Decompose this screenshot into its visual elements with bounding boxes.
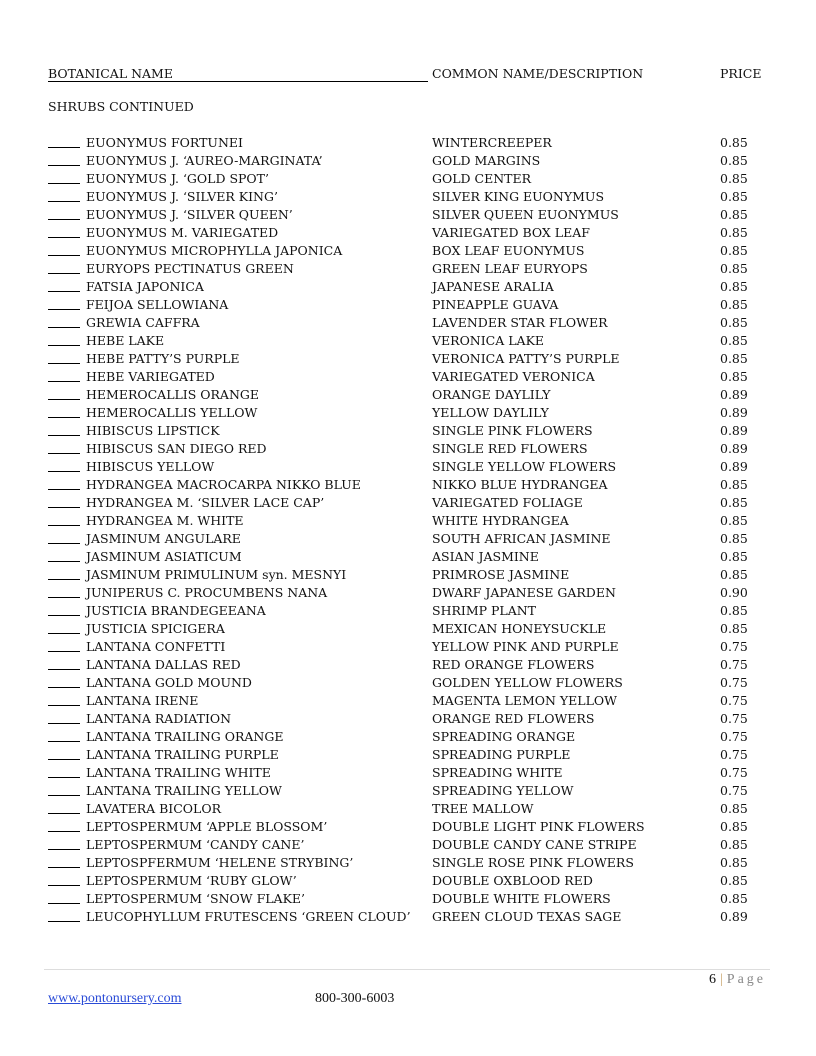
order-blank[interactable] (48, 296, 80, 310)
list-item (48, 188, 762, 206)
price-value: 0.85 (720, 513, 748, 528)
botanical-name: LEPTOSPERMUM ‘RUBY GLOW’ (86, 873, 297, 888)
order-blank[interactable] (48, 440, 80, 454)
price-value: 0.89 (720, 405, 748, 420)
botanical-name: EUONYMUS FORTUNEI (86, 135, 243, 150)
list-item (48, 152, 762, 170)
price-value: 0.89 (720, 459, 748, 474)
botanical-name: HEBE VARIEGATED (86, 369, 215, 384)
page-separator: | (719, 972, 723, 987)
common-name: SILVER QUEEN EUONYMUS (432, 207, 619, 222)
list-item (48, 818, 762, 836)
list-item (48, 548, 762, 566)
botanical-name: HIBISCUS LIPSTICK (86, 423, 220, 438)
order-blank[interactable] (48, 206, 80, 220)
price-value: 0.89 (720, 909, 748, 924)
botanical-name: LANTANA IRENE (86, 693, 199, 708)
botanical-name: LEPTOSPERMUM ‘CANDY CANE’ (86, 837, 305, 852)
common-name: GOLD MARGINS (432, 153, 541, 168)
common-name: GOLDEN YELLOW FLOWERS (432, 675, 623, 690)
order-blank[interactable] (48, 548, 80, 562)
page-word: Page (726, 972, 766, 987)
common-name: ASIAN JASMINE (432, 549, 539, 564)
price-value: 0.85 (720, 369, 748, 384)
common-name: SPREADING PURPLE (432, 747, 571, 762)
common-name: YELLOW PINK AND PURPLE (432, 639, 619, 654)
order-blank[interactable] (48, 332, 80, 346)
common-name: SINGLE PINK FLOWERS (432, 423, 593, 438)
price-value: 0.85 (720, 261, 748, 276)
list-item (48, 746, 762, 764)
order-blank[interactable] (48, 224, 80, 238)
botanical-name: LANTANA DALLAS RED (86, 657, 241, 672)
botanical-name: HEBE LAKE (86, 333, 165, 348)
list-item (48, 674, 762, 692)
common-name: WHITE HYDRANGEA (432, 513, 569, 528)
common-name: SHRIMP PLANT (432, 603, 537, 618)
price-value: 0.89 (720, 387, 748, 402)
common-name: BOX LEAF EUONYMUS (432, 243, 585, 258)
order-blank[interactable] (48, 152, 80, 166)
list-item (48, 692, 762, 710)
list-item (48, 710, 762, 728)
price-value: 0.85 (720, 315, 748, 330)
list-item (48, 386, 762, 404)
botanical-name: LEPTOSPFERMUM ‘HELENE STRYBING’ (86, 855, 354, 870)
price-value: 0.90 (720, 585, 748, 600)
website-link[interactable]: www.pontonursery.com (48, 991, 182, 1006)
price-value: 0.75 (720, 693, 748, 708)
common-name: SILVER KING EUONYMUS (432, 189, 605, 204)
list-item (48, 458, 762, 476)
common-name: SPREADING ORANGE (432, 729, 576, 744)
common-name: VARIEGATED BOX LEAF (432, 225, 590, 240)
price-value: 0.85 (720, 171, 748, 186)
price-value: 0.85 (720, 333, 748, 348)
common-name: ORANGE DAYLILY (432, 387, 551, 402)
price-value: 0.75 (720, 657, 748, 672)
price-value: 0.75 (720, 783, 748, 798)
header-botanical-name: BOTANICAL NAME (48, 66, 173, 81)
botanical-name: LANTANA TRAILING ORANGE (86, 729, 284, 744)
botanical-name: HIBISCUS SAN DIEGO RED (86, 441, 267, 456)
order-blank[interactable] (48, 494, 80, 508)
list-item (48, 422, 762, 440)
common-name: NIKKO BLUE HYDRANGEA (432, 477, 608, 492)
list-item (48, 368, 762, 386)
phone-number: 800-300-6003 (315, 991, 395, 1006)
price-value: 0.85 (720, 243, 748, 258)
order-blank[interactable] (48, 170, 80, 184)
price-value: 0.85 (720, 297, 748, 312)
order-blank[interactable] (48, 350, 80, 364)
order-blank[interactable] (48, 566, 80, 580)
order-blank[interactable] (48, 404, 80, 418)
list-item (48, 890, 762, 908)
price-value: 0.75 (720, 675, 748, 690)
list-item (48, 638, 762, 656)
list-item (48, 836, 762, 854)
list-item (48, 260, 762, 278)
botanical-name: HYDRANGEA M. ‘SILVER LACE CAP’ (86, 495, 325, 510)
order-blank[interactable] (48, 620, 80, 634)
common-name: DOUBLE OXBLOOD RED (432, 873, 593, 888)
price-value: 0.89 (720, 423, 748, 438)
list-item (48, 332, 762, 350)
order-blank[interactable] (48, 836, 80, 850)
order-blank[interactable] (48, 674, 80, 688)
list-item (48, 206, 762, 224)
price-value: 0.85 (720, 567, 748, 582)
order-blank[interactable] (48, 818, 80, 832)
order-blank[interactable] (48, 458, 80, 472)
order-blank[interactable] (48, 422, 80, 436)
common-name: YELLOW DAYLILY (432, 405, 549, 420)
list-item (48, 296, 762, 314)
common-name: PRIMROSE JASMINE (432, 567, 570, 582)
header-common-name: COMMON NAME/DESCRIPTION (432, 66, 644, 81)
price-value: 0.75 (720, 639, 748, 654)
botanical-name: HYDRANGEA M. WHITE (86, 513, 244, 528)
list-item (48, 782, 762, 800)
price-value: 0.85 (720, 531, 748, 546)
price-value: 0.85 (720, 189, 748, 204)
common-name: DWARF JAPANESE GARDEN (432, 585, 616, 600)
order-blank[interactable] (48, 764, 80, 778)
order-blank[interactable] (48, 386, 80, 400)
order-blank[interactable] (48, 512, 80, 526)
price-value: 0.85 (720, 801, 748, 816)
column-header (48, 66, 762, 82)
price-value: 0.75 (720, 747, 748, 762)
common-name: SINGLE YELLOW FLOWERS (432, 459, 617, 474)
botanical-name: JASMINUM ANGULARE (86, 531, 241, 546)
price-value: 0.75 (720, 729, 748, 744)
botanical-name: HEMEROCALLIS ORANGE (86, 387, 260, 402)
common-name: MAGENTA LEMON YELLOW (432, 693, 617, 708)
common-name: VARIEGATED VERONICA (432, 369, 595, 384)
order-blank[interactable] (48, 710, 80, 724)
price-value: 0.85 (720, 225, 748, 240)
botanical-name: LEPTOSPERMUM ‘SNOW FLAKE’ (86, 891, 306, 906)
botanical-name: LEUCOPHYLLUM FRUTESCENS ‘GREEN CLOUD’ (86, 909, 411, 924)
price-value: 0.85 (720, 621, 748, 636)
botanical-name: FEIJOA SELLOWIANA (86, 297, 229, 312)
list-item (48, 314, 762, 332)
common-name: VERONICA PATTY’S PURPLE (432, 351, 620, 366)
order-blank[interactable] (48, 656, 80, 670)
botanical-name: EUONYMUS J. ‘SILVER KING’ (86, 189, 278, 204)
common-name: ORANGE RED FLOWERS (432, 711, 595, 726)
list-item (48, 530, 762, 548)
price-value: 0.85 (720, 855, 748, 870)
order-blank[interactable] (48, 638, 80, 652)
order-blank[interactable] (48, 602, 80, 616)
price-value: 0.85 (720, 873, 748, 888)
common-name: VARIEGATED FOLIAGE (432, 495, 583, 510)
list-item (48, 170, 762, 188)
common-name: PINEAPPLE GUAVA (432, 297, 559, 312)
botanical-name: LANTANA TRAILING WHITE (86, 765, 271, 780)
list-item (48, 440, 762, 458)
list-item (48, 566, 762, 584)
common-name: MEXICAN HONEYSUCKLE (432, 621, 607, 636)
list-item (48, 350, 762, 368)
order-blank[interactable] (48, 314, 80, 328)
botanical-name: HYDRANGEA MACROCARPA NIKKO BLUE (86, 477, 361, 492)
botanical-name: EUONYMUS J. ‘SILVER QUEEN’ (86, 207, 293, 222)
botanical-name: LANTANA RADIATION (86, 711, 232, 726)
botanical-name: GREWIA CAFFRA (86, 315, 200, 330)
order-blank[interactable] (48, 800, 80, 814)
page-number-value: 6 (708, 972, 716, 987)
list-item (48, 242, 762, 260)
page-number (709, 972, 766, 988)
botanical-name: JUSTICIA SPICIGERA (86, 621, 225, 636)
botanical-name: LANTANA TRAILING YELLOW (86, 783, 282, 798)
price-value: 0.89 (720, 441, 748, 456)
common-name: DOUBLE WHITE FLOWERS (432, 891, 611, 906)
botanical-name: JUSTICIA BRANDEGEEANA (86, 603, 266, 618)
order-blank[interactable] (48, 890, 80, 904)
list-item (48, 800, 762, 818)
price-value: 0.85 (720, 549, 748, 564)
list-item (48, 656, 762, 674)
order-blank[interactable] (48, 692, 80, 706)
list-item (48, 854, 762, 872)
botanical-name: LANTANA CONFETTI (86, 639, 226, 654)
footer-divider (44, 969, 770, 970)
price-value: 0.85 (720, 891, 748, 906)
list-item (48, 476, 762, 494)
common-name: SPREADING YELLOW (432, 783, 574, 798)
botanical-name: EUONYMUS J. ‘GOLD SPOT’ (86, 171, 269, 186)
common-name: TREE MALLOW (432, 801, 534, 816)
common-name: WINTERCREEPER (432, 135, 552, 150)
header-price: PRICE (720, 66, 762, 81)
list-item (48, 224, 762, 242)
common-name: VERONICA LAKE (432, 333, 545, 348)
common-name: SINGLE ROSE PINK FLOWERS (432, 855, 634, 870)
order-blank[interactable] (48, 584, 80, 598)
list-item (48, 512, 762, 530)
botanical-name: LAVATERA BICOLOR (86, 801, 221, 816)
common-name: SOUTH AFRICAN JASMINE (432, 531, 611, 546)
order-blank[interactable] (48, 368, 80, 382)
botanical-name: LANTANA TRAILING PURPLE (86, 747, 279, 762)
common-name: LAVENDER STAR FLOWER (432, 315, 608, 330)
price-value: 0.85 (720, 837, 748, 852)
botanical-name: JASMINUM ASIATICUM (86, 549, 242, 564)
price-value: 0.85 (720, 135, 748, 150)
order-blank[interactable] (48, 746, 80, 760)
order-blank[interactable] (48, 260, 80, 274)
common-name: GOLD CENTER (432, 171, 532, 186)
botanical-name: LEPTOSPERMUM ‘APPLE BLOSSOM’ (86, 819, 328, 834)
list-item (48, 908, 762, 926)
list-item (48, 620, 762, 638)
order-blank[interactable] (48, 908, 80, 922)
price-value: 0.85 (720, 351, 748, 366)
price-value: 0.85 (720, 279, 748, 294)
botanical-name: EUONYMUS MICROPHYLLA JAPONICA (86, 243, 343, 258)
botanical-name: LANTANA GOLD MOUND (86, 675, 252, 690)
order-blank[interactable] (48, 278, 80, 292)
header-underline (48, 81, 428, 82)
order-blank[interactable] (48, 872, 80, 886)
common-name: RED ORANGE FLOWERS (432, 657, 595, 672)
price-list (48, 134, 762, 926)
order-blank[interactable] (48, 134, 80, 148)
common-name: SPREADING WHITE (432, 765, 563, 780)
list-item (48, 728, 762, 746)
order-blank[interactable] (48, 188, 80, 202)
price-value: 0.75 (720, 765, 748, 780)
list-item (48, 584, 762, 602)
botanical-name: HIBISCUS YELLOW (86, 459, 215, 474)
botanical-name: HEBE PATTY’S PURPLE (86, 351, 240, 366)
common-name: GREEN CLOUD TEXAS SAGE (432, 909, 622, 924)
price-value: 0.85 (720, 495, 748, 510)
list-item (48, 134, 762, 152)
section-title: SHRUBS CONTINUED (48, 99, 194, 114)
order-blank[interactable] (48, 530, 80, 544)
list-item (48, 494, 762, 512)
botanical-name: FATSIA JAPONICA (86, 279, 204, 294)
list-item (48, 872, 762, 890)
common-name: DOUBLE CANDY CANE STRIPE (432, 837, 637, 852)
list-item (48, 404, 762, 422)
common-name: GREEN LEAF EURYOPS (432, 261, 588, 276)
order-blank[interactable] (48, 854, 80, 868)
order-blank[interactable] (48, 728, 80, 742)
list-item (48, 602, 762, 620)
list-item (48, 764, 762, 782)
botanical-name: JUNIPERUS C. PROCUMBENS NANA (86, 585, 328, 600)
botanical-name: EURYOPS PECTINATUS GREEN (86, 261, 294, 276)
botanical-name: EUONYMUS M. VARIEGATED (86, 225, 279, 240)
price-value: 0.85 (720, 477, 748, 492)
common-name: DOUBLE LIGHT PINK FLOWERS (432, 819, 645, 834)
price-value: 0.85 (720, 153, 748, 168)
common-name: SINGLE RED FLOWERS (432, 441, 588, 456)
order-blank[interactable] (48, 476, 80, 490)
botanical-name: EUONYMUS J. ‘AUREO-MARGINATA’ (86, 153, 323, 168)
price-value: 0.85 (720, 603, 748, 618)
order-blank[interactable] (48, 782, 80, 796)
price-value: 0.85 (720, 819, 748, 834)
botanical-name: JASMINUM PRIMULINUM syn. MESNYI (86, 567, 347, 582)
price-value: 0.85 (720, 207, 748, 222)
order-blank[interactable] (48, 242, 80, 256)
list-item (48, 278, 762, 296)
price-value: 0.75 (720, 711, 748, 726)
botanical-name: HEMEROCALLIS YELLOW (86, 405, 258, 420)
common-name: JAPANESE ARALIA (432, 279, 554, 294)
